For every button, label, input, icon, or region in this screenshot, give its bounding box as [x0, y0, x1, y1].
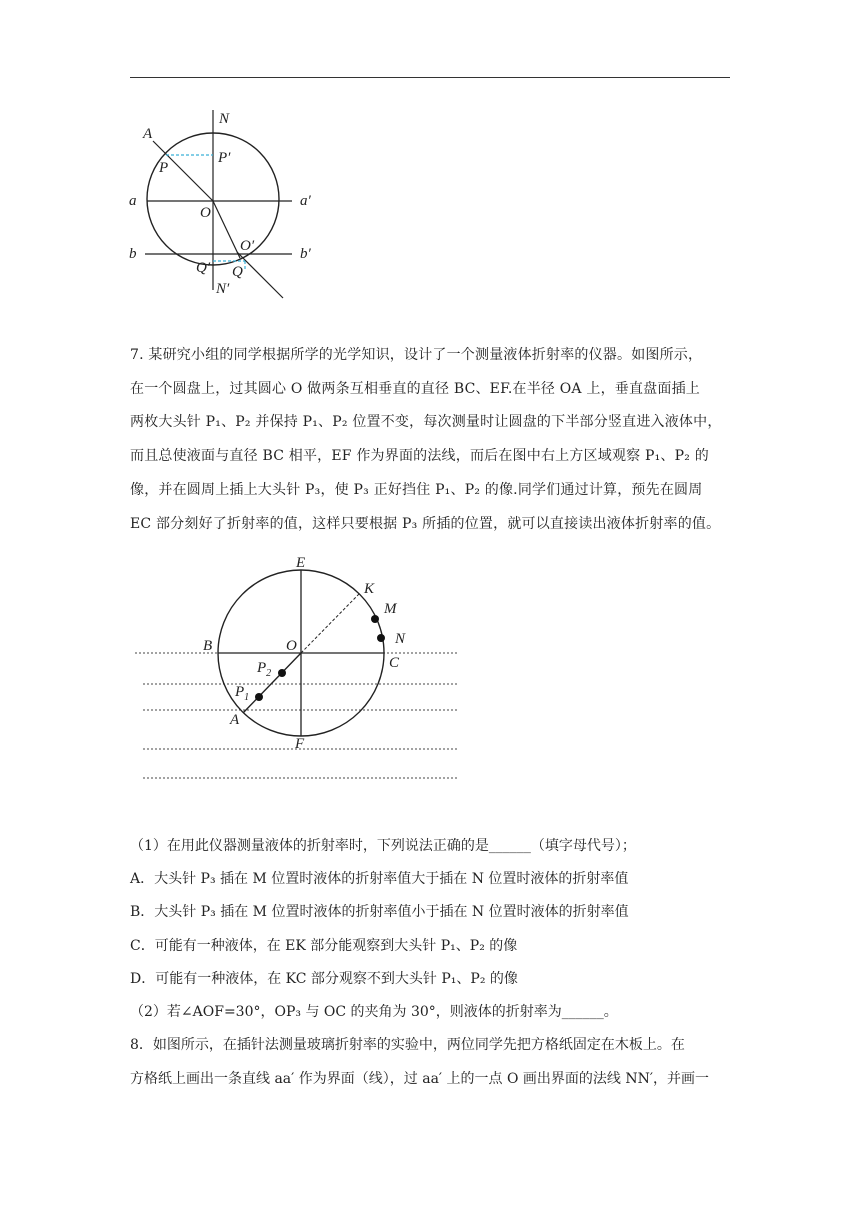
q8-line-2: 方格纸上画出一条直线 aa′ 作为界面（线），过 aa′ 上的一点 O 画出界面的法线 NN′，并画一 — [130, 1071, 710, 1087]
label-B: B — [203, 638, 213, 654]
label-P2: $P_2$ — [257, 660, 272, 679]
label-O: O — [200, 205, 211, 221]
label-Q-prime: Q′ — [196, 260, 211, 276]
q7-line-3: 两枚大头针 P₁、P₂ 并保持 P₁、P₂ 位置不变，每次测量时让圆盘的下半部分竖直进入液体中， — [130, 414, 722, 431]
q8-line-1: 8．如图所示，在插针法测量玻璃折射率的实验中，两位同学先把方格纸固定在木板上。在 — [130, 1037, 685, 1053]
label-O-prime: O′ — [240, 238, 255, 254]
label-a: a — [129, 193, 137, 209]
q7-line-2: 在一个圆盘上，过其圆心 O 做两条互相垂直的直径 BC、EF.在半径 OA 上，垂直盘面插上 — [130, 380, 700, 397]
q7-option-B: B．大头针 P₃ 插在 M 位置时液体的折射率值小于插在 N 位置时液体的折射率值 — [130, 904, 629, 920]
label-P-prime: P′ — [218, 150, 231, 166]
q7-part1: （1）在用此仪器测量液体的折射率时，下列说法正确的是______（填字母代号）； — [130, 838, 636, 854]
label-K: K — [364, 581, 375, 597]
label-C: C — [389, 655, 400, 671]
q7-line-5: 像，并在圆周上插上大头针 P₃，使 P₃ 正好挡住 P₁、P₂ 的像.同学们通过计算，预先在圆周 — [130, 481, 703, 498]
q7-line-4: 而且总使液面与直径 BC 相平，EF 作为界面的法线，而后在图中右上方区域观察 P₁、P₂ 的 — [130, 448, 709, 465]
label-b-prime: b′ — [300, 246, 311, 262]
q7-option-C: C．可能有一种液体，在 EK 部分能观察到大头针 P₁、P₂ 的像 — [130, 938, 518, 954]
q7-part2: （2）若∠AOF=30°，OP₃ 与 OC 的夹角为 30°，则液体的折射率为______。 — [130, 1004, 618, 1020]
label-N: N — [395, 631, 406, 647]
q7-option-A: A．大头针 P₃ 插在 M 位置时液体的折射率值大于插在 N 位置时液体的折射率值 — [130, 871, 629, 887]
label-F: F — [295, 736, 305, 752]
label-N: N — [219, 111, 230, 127]
label-E: E — [296, 555, 306, 571]
label-a-prime: a′ — [300, 193, 311, 209]
label-b: b — [129, 246, 137, 262]
q7-line-6: EC 部分刻好了折射率的值，这样只要根据 P₃ 所插的位置，就可以直接读出液体折射率的值。 — [130, 515, 721, 532]
label-Q: Q — [232, 264, 243, 280]
label-A: A — [230, 712, 240, 728]
label-N-prime: N′ — [216, 281, 230, 297]
label-P1: $P_1$ — [235, 684, 250, 703]
label-P: P — [159, 160, 169, 176]
q7-line-1: 7. 某研究小组的同学根据所学的光学知识，设计了一个测量液体折射率的仪器。如图所示， — [130, 347, 703, 363]
label-A: A — [143, 126, 153, 142]
label-O: O — [286, 638, 297, 654]
q7-option-D: D．可能有一种液体，在 KC 部分观察不到大头针 P₁、P₂ 的像 — [130, 971, 518, 987]
label-M: M — [384, 601, 397, 617]
